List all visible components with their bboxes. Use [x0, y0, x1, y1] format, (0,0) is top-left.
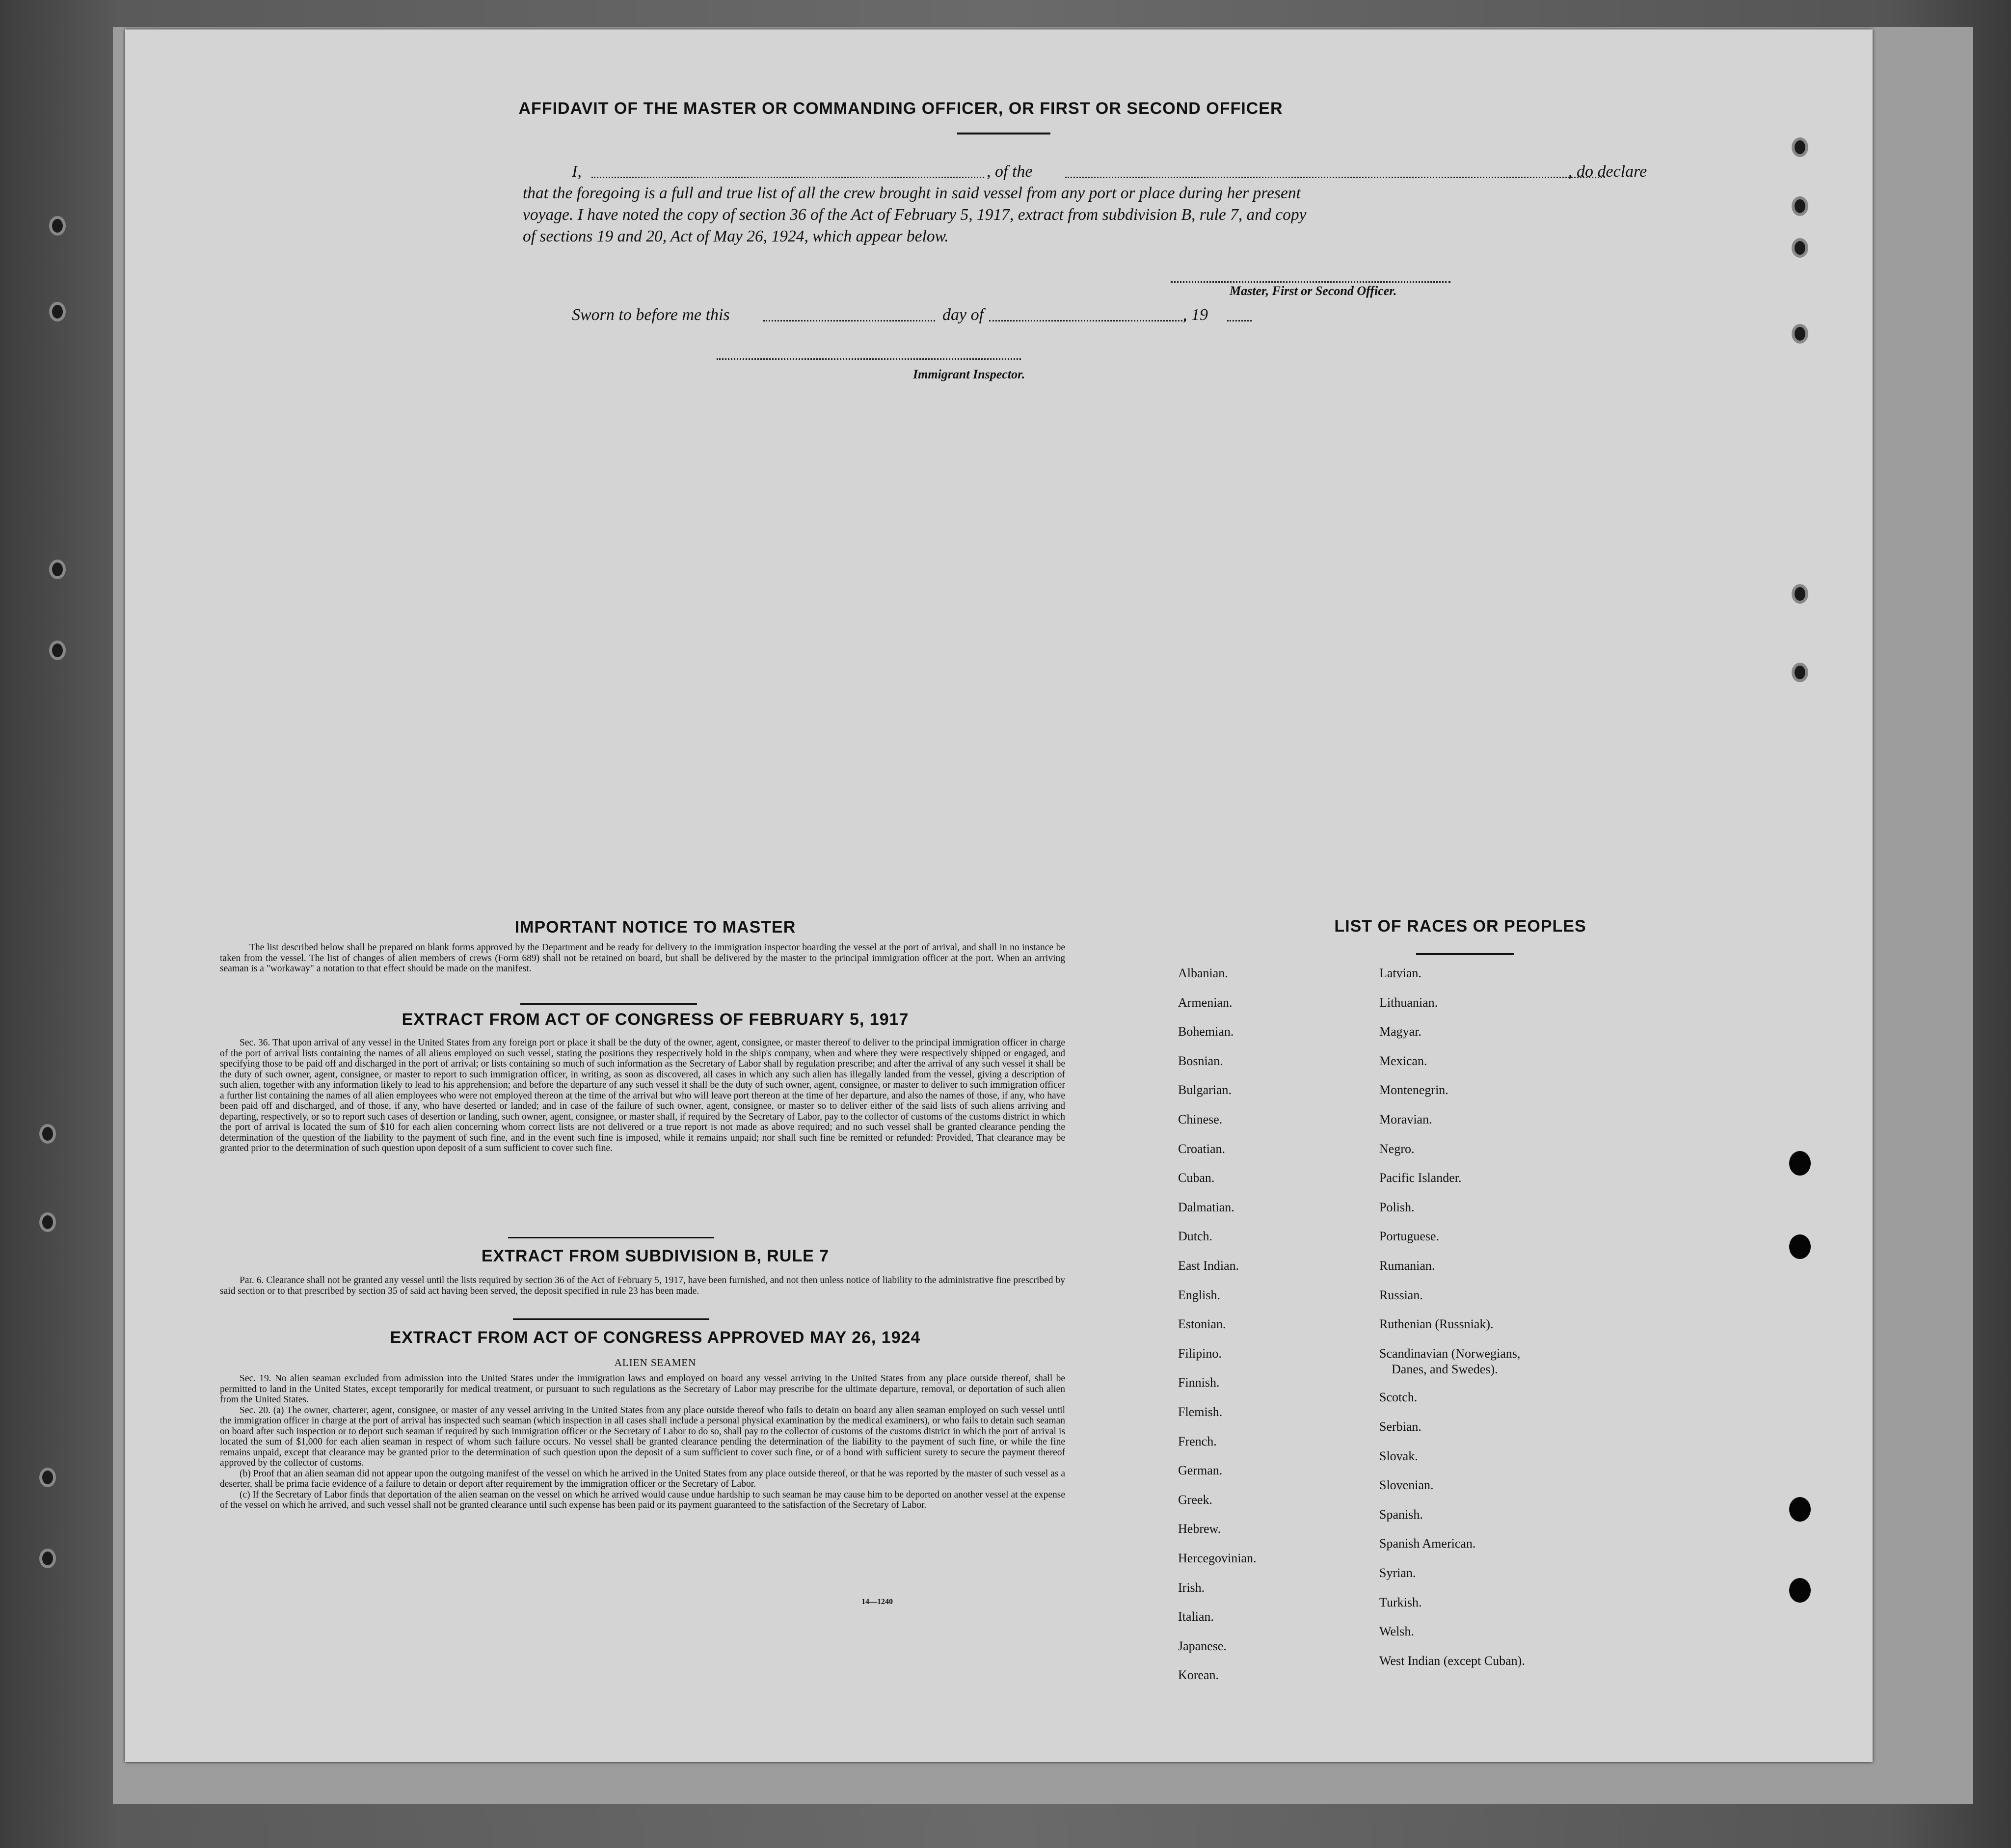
punch-hole: [1789, 1234, 1811, 1259]
race-item: Latvian.: [1379, 966, 1421, 980]
race-item: Ruthenian (Russniak).: [1379, 1317, 1494, 1332]
race-item: Japanese.: [1178, 1638, 1227, 1653]
sworn-day-line: [763, 320, 935, 321]
punch-hole: [1792, 238, 1808, 258]
punch-hole: [1792, 196, 1808, 216]
race-item: Italian.: [1178, 1609, 1214, 1624]
punch-hole: [1792, 584, 1808, 604]
notice-text: The list described below shall be prepared on blank forms approved by the Department and be ready for delivery to the immigration inspector boarding the vessel at the port of arrival, and shall in no instance be taken from the vessel. The list of changes of alien members of crews (Form 689) shall not be retained on board, but shall be delivered by the master to the principal immigration officer at the port. When an arriving seaman is a "workaway" a notation to that effect should be made on the manifest.: [220, 942, 1065, 974]
section-rule: [508, 1237, 714, 1238]
race-item: Finnish.: [1178, 1375, 1220, 1390]
binder-ring-hole: [39, 1549, 56, 1568]
notice-title: IMPORTANT NOTICE TO MASTER: [514, 918, 796, 937]
race-item: Pacific Islander.: [1379, 1171, 1462, 1185]
binder-ring-hole: [49, 641, 66, 660]
affidavit-line-1: that the foregoing is a full and true list of all the crew brought in said vessel from any port or place during her present: [523, 184, 1301, 202]
race-item: Estonian.: [1178, 1317, 1226, 1332]
master-signature-label: Master, First or Second Officer.: [1230, 284, 1397, 298]
sec-20b-text: (b) Proof that an alien seaman did not appear upon the outgoing manifest of the vessel on which he arrived in the United States from any place outside thereof, or that he was reported by the master of such vessel as a deserter, shall be prima facie evidence of a failure to detain or deport after requirement by the immigration officer or the Secretary of Labor.: [220, 1468, 1065, 1489]
race-item: Lithuanian.: [1379, 995, 1438, 1010]
master-signature-line: [1171, 281, 1450, 283]
inspector-signature-line: [717, 358, 1021, 360]
race-item: Spanish.: [1379, 1507, 1423, 1522]
year-label: , 19: [1183, 306, 1208, 324]
race-item: Polish.: [1379, 1200, 1415, 1214]
race-item: Croatian.: [1178, 1141, 1226, 1156]
inspector-signature-label: Immigrant Inspector.: [913, 367, 1025, 381]
race-item: Moravian.: [1379, 1112, 1432, 1126]
race-item: German.: [1178, 1463, 1223, 1478]
race-item: Slovenian.: [1379, 1478, 1434, 1493]
extract-1917-title: EXTRACT FROM ACT OF CONGRESS OF FEBRUARY 5, 1917: [402, 1010, 909, 1029]
binder-ring-hole: [49, 560, 66, 579]
punch-hole: [1792, 324, 1808, 344]
section-rule: [520, 1003, 697, 1005]
race-item: Dalmatian.: [1178, 1200, 1234, 1214]
race-item: Cuban.: [1178, 1171, 1215, 1185]
name-blank-line: [591, 177, 984, 178]
affidavit-title: AFFIDAVIT OF THE MASTER OR COMMANDING OFFICER, OR FIRST OR SECOND OFFICER: [518, 99, 1283, 118]
race-item: Negro.: [1379, 1141, 1415, 1156]
extract-1924-title: EXTRACT FROM ACT OF CONGRESS APPROVED MAY 26, 1924: [390, 1328, 921, 1347]
race-item: Portuguese.: [1379, 1229, 1440, 1244]
race-item: West Indian (except Cuban).: [1379, 1653, 1525, 1668]
race-item: English.: [1178, 1287, 1220, 1302]
race-item: Mexican.: [1379, 1053, 1427, 1068]
title-rule: [957, 133, 1050, 134]
sec-20c-text: (c) If the Secretary of Labor finds that deportation of the alien seaman on the vessel on which he arrived would cause undue hardship to such seaman he may cause him to be deported on another vessel at the expense of the vessel on which he arrived, and such vessel shall not be granted clearance until such expense has been paid or its payment guaranteed to the satisfaction of the Secretary of Labor.: [220, 1489, 1065, 1510]
race-item: Magyar.: [1379, 1024, 1421, 1039]
race-item: Bulgarian.: [1178, 1083, 1232, 1098]
sec-19-text: Sec. 19. No alien seaman excluded from admission into the United States under the immigration laws and employed on board any vessel arriving in the United States from any place outside thereof, shall be permitted to land in the United States, except temporarily for medical treatment, or pursuant to such regulations as the Secretary of Labor may prescribe for the ultimate departure, removal, or deportation of such alien from the United States.: [220, 1373, 1065, 1405]
affidavit-i-label: I,: [572, 162, 582, 181]
race-item: Slovak.: [1379, 1448, 1418, 1463]
race-item: Filipino.: [1178, 1346, 1222, 1361]
race-item: Scandinavian (Norwegians,: [1379, 1346, 1521, 1361]
binder-ring-hole: [39, 1468, 56, 1487]
race-item: Korean.: [1178, 1668, 1219, 1683]
extract-1924-body: [220, 1373, 1065, 1511]
year-blank-line: [1227, 320, 1252, 321]
affidavit-of-the: , of the: [987, 162, 1033, 181]
sworn-month-line: [989, 320, 1185, 321]
binder-ring-hole: [49, 216, 66, 236]
alien-seamen-subtitle: ALIEN SEAMEN: [614, 1357, 697, 1368]
race-item: Bohemian.: [1178, 1024, 1234, 1039]
race-item: Greek.: [1178, 1492, 1213, 1507]
affidavit-line-3: of sections 19 and 20, Act of May 26, 1924, which appear below.: [523, 227, 949, 245]
race-item: Rumanian.: [1379, 1259, 1435, 1273]
race-item: Russian.: [1379, 1287, 1423, 1302]
sec-20a-text: Sec. 20. (a) The owner, charterer, agent, consignee, or master of any vessel arriving in the United States from any place outside thereof who fails to detain on board any alien seaman employed on such vessel until the immigration officer in charge at the port of arrival has inspected such seaman (which inspection in all cases shall include a personal physical examination by the medical examiners), or who fails to detain such seaman on board after such inspection or to deport such seaman if required by such immigration officer or the Secretary of Labor to do so, shall pay to the collector of customs of the customs district in which the port of arrival is located the sum of $1,000 for each alien seaman in respect of whom such failure occurs. No vessel shall be granted clearance pending the determination of the liability to the payment of such fine, or while the fine remains unpaid, except that clearance may be granted prior to the determination of such question upon the deposit of a sum sufficient to cover such fine, or of a bond with sufficient surety to secure the payment thereof approved by the collector of customs.: [220, 1405, 1065, 1468]
race-item: Hercegovinian.: [1178, 1551, 1257, 1565]
race-item: Turkish.: [1379, 1595, 1422, 1609]
race-item: Bosnian.: [1178, 1053, 1223, 1068]
races-title-rule: [1416, 953, 1514, 955]
race-item: Armenian.: [1178, 995, 1233, 1010]
races-title: LIST OF RACES OR PEOPLES: [1334, 917, 1586, 936]
race-item: Welsh.: [1379, 1624, 1414, 1639]
rule7-text: Par. 6. Clearance shall not be granted any vessel until the lists required by section 36 of the Act of February 5, 1917, have been furnished, and not then unless notice of liability to the administrative fine prescribed by said section or to that prescribed by section 35 of said act having been served, the deposit specified in rule 23 has been made.: [220, 1275, 1065, 1296]
document-page: [125, 29, 1873, 1762]
day-of-label: day of: [942, 306, 984, 324]
race-item: Scotch.: [1379, 1390, 1418, 1405]
affidavit-do-declare: , do declare: [1568, 162, 1647, 181]
punch-hole: [1789, 1151, 1811, 1176]
binder-ring-hole: [49, 302, 66, 321]
race-item: Albanian.: [1178, 966, 1228, 980]
binder-ring-hole: [39, 1124, 56, 1144]
race-item: Chinese.: [1178, 1112, 1223, 1126]
punch-hole: [1792, 663, 1808, 682]
race-item: Dutch.: [1178, 1229, 1213, 1244]
race-item: French.: [1178, 1434, 1217, 1448]
race-item: Flemish.: [1178, 1405, 1223, 1419]
extract-1917-text: Sec. 36. That upon arrival of any vessel in the United States from any foreign port or place it shall be the duty of the owner, agent, consignee, or master thereof to deliver to the principal immigration officer in charge of the port of arrival lists containing the names of all aliens employed on such vessel, stating the positions they respectively hold in the ship's company, when and where they were respectively shipped or engaged, and specifying those to be paid off and discharged in the port of arrival; or lists containing so much of such information as the Secretary of Labor shall by regulation prescribe; and after the arrival of any such vessel it shall be the duty of such owner, agent, consignee, or master to report to such immigration officer, in writing, as soon as discovered, all cases in which any such alien has illegally landed from the vessel, giving a description of such alien, together with any information likely to lead to his apprehension; and before the departure of any such vessel it shall be the duty of such owner, agent, consignee, or master to deliver to such immigration officer a further list containing the names of all alien employees who were not employed thereon at the time of the arrival but who will leave port thereon at the time of her departure, and also the names of those, if any, who have been paid off and discharged, and of those, if any, who have deserted or landed; and in case of the failure of such owner, agent, consignee, or master so to deliver either of the said lists of such aliens arriving and departing, respectively, or so to report such cases of desertion or landing, such owner, agent, consignee, or master shall, if required by the Secretary of Labor, pay to the collector of customs of the customs district in which the port of arrival is located the sum of $10 for each alien concerning whom correct lists are not delivered or a true report is not made as above required; and no such vessel shall be granted clearance pending the determination of the question of the liability to the payment of such fine, and in the event such fine is imposed, while it remains unpaid; nor shall such fine be remitted or refunded: Provided, That clearance may be granted prior to the determination of such question upon deposit of a sum sufficient to cover such fine.: [220, 1038, 1065, 1153]
affidavit-line-2: voyage. I have noted the copy of section 36 of the Act of February 5, 1917, extract from subdivision B, rule 7, and copy: [523, 206, 1307, 224]
race-item: Danes, and Swedes).: [1392, 1362, 1498, 1376]
race-item: Syrian.: [1379, 1566, 1416, 1580]
punch-hole: [1789, 1497, 1811, 1522]
section-rule: [513, 1318, 709, 1320]
race-item: East Indian.: [1178, 1259, 1239, 1273]
punch-hole: [1792, 137, 1808, 157]
sworn-label: Sworn to before me this: [572, 306, 730, 324]
race-item: Serbian.: [1379, 1419, 1421, 1434]
rule7-title: EXTRACT FROM SUBDIVISION B, RULE 7: [481, 1247, 830, 1265]
race-item: Montenegrin.: [1379, 1083, 1448, 1098]
vessel-blank-line: [1065, 177, 1605, 178]
race-item: Hebrew.: [1178, 1522, 1221, 1536]
binder-ring-hole: [39, 1212, 56, 1232]
punch-hole: [1789, 1578, 1811, 1603]
form-number: 14—1240: [861, 1598, 893, 1606]
race-item: Spanish American.: [1379, 1536, 1476, 1551]
race-item: Irish.: [1178, 1580, 1205, 1595]
